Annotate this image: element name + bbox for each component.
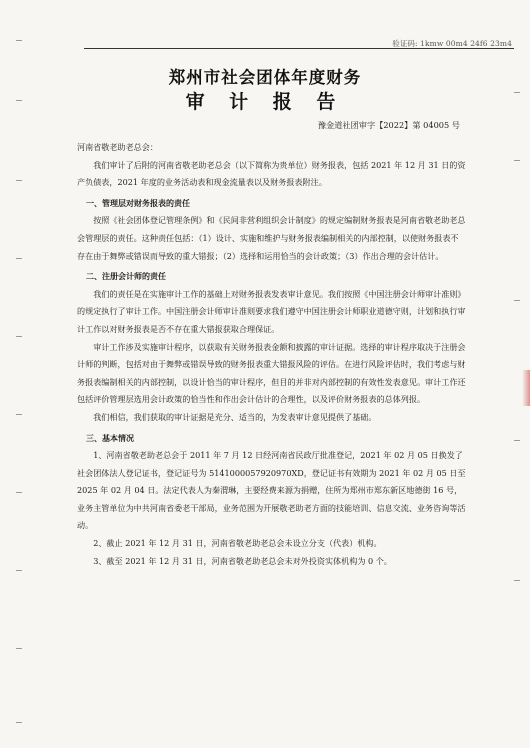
margin-mark [16,40,22,41]
margin-mark [514,300,520,301]
margin-mark [16,258,22,259]
margin-mark [16,336,22,337]
intro-paragraph: 我们审计了后附的河南省敬老助老总会（以下简称为贵单位）财务报表，包括 2021 年 12 月 31 日的资产负债表，2021 年度的业务活动表和现金流量表以及财务报表附注。 [77,159,466,188]
margin-mark [514,440,520,441]
addressee: 河南省敬老助老总会： [77,142,158,152]
auditor-responsibility-paragraph-3: 我们相信，我们获取的审计证据是充分、适当的，为发表审计意见提供了基础。 [93,411,377,422]
margin-mark [16,570,22,571]
margin-mark [514,580,520,581]
report-title-line1: 郑州市社会团体年度财务 [168,68,362,87]
seal-edge-mark [522,370,530,406]
margin-mark [16,648,22,649]
header-rule [84,48,514,49]
verification-code: 验证码: 1kmw 00m4 24f6 23m4 [392,39,512,48]
report-title-line2: 审 计 报 告 [185,91,345,113]
section-heading-management: 一、管理层对财务报表的责任 [86,198,190,208]
margin-mark [16,492,22,493]
margin-mark [16,722,22,723]
margin-mark [16,414,22,415]
document-number: 豫金道社团审字【2022】第 04005 号 [317,120,460,130]
section-heading-basic-info: 三、基本情况 [86,433,134,443]
auditor-responsibility-paragraph-1: 我们的责任是在实施审计工作的基础上对财务报表发表审计意见。我们按照《中国注册会计师审计准则》的规定执行了审计工作。中国注册会计师审计准则要求我们遵守中国注册会计师职业道德守则，计划和执行审计工作以对财务报表是否不存在重大错报获取合理保证。 [77,288,466,334]
margin-mark [514,160,520,161]
auditor-responsibility-paragraph-2: 审计工作涉及实施审计程序，以获取有关财务报表金额和披露的审计证据。选择的审计程序取决于注册会计师的判断，包括对由于舞弊或错误导致的财务报表重大错报风险的评估。在进行风险评估时，我们考虑与财务报表编制相关的内部控制，以设计恰当的审计程序，但目的并非对内部控制的有效性发表意见。审计工作还包括评价管理层选用会计政策的恰当性和作出会计估计的合理性，以及评价财务报表的总体列报。 [77,341,466,405]
margin-mark [16,180,22,181]
basic-info-item-2: 2、截止 2021 年 12 月 31 日，河南省敬老助老总会未设立分支（代表）机构。 [93,538,382,549]
section-heading-auditor: 二、注册会计师的责任 [86,272,166,282]
management-responsibility-paragraph: 按照《社会团体登记管理条例》和《民间非营利组织会计制度》的规定编制财务报表是河南省敬老助老总会管理层的责任。这种责任包括：（1）设计、实施和维护与财务报表编制相关的内部控制，以使财务报表不存在由于舞弊或错误而导致的重大错报；（2）选择和运用恰当的会计政策；（3）作出合理的会计估计。 [77,215,466,261]
basic-info-item-3: 3、截至 2021 年 12 月 31 日，河南省敬老助老总会未对外投资实体机构为 0 个。 [93,555,392,566]
basic-info-item-1: 1、河南省敬老助老总会于 2011 年 7 月 12 日经河南省民政厅批准登记，2021 年 02 月 05 日换发了社会团体法人登记证书，登记证号为 5141000057920970XD，登记证书有效期为 2021 年 02 月 05 日至 2025 年 02 月 04 日。法定代表人为秦渭琳，主要经费来源为捐赠，住所为郑州市郑东新区地德街 16 号，业务主管单位为中共河南省委老干部局，业务范围为开展敬老助老方面的技能培训、信息交流、业务咨询等活动。 [77,450,466,531]
report-body [77,139,466,570]
